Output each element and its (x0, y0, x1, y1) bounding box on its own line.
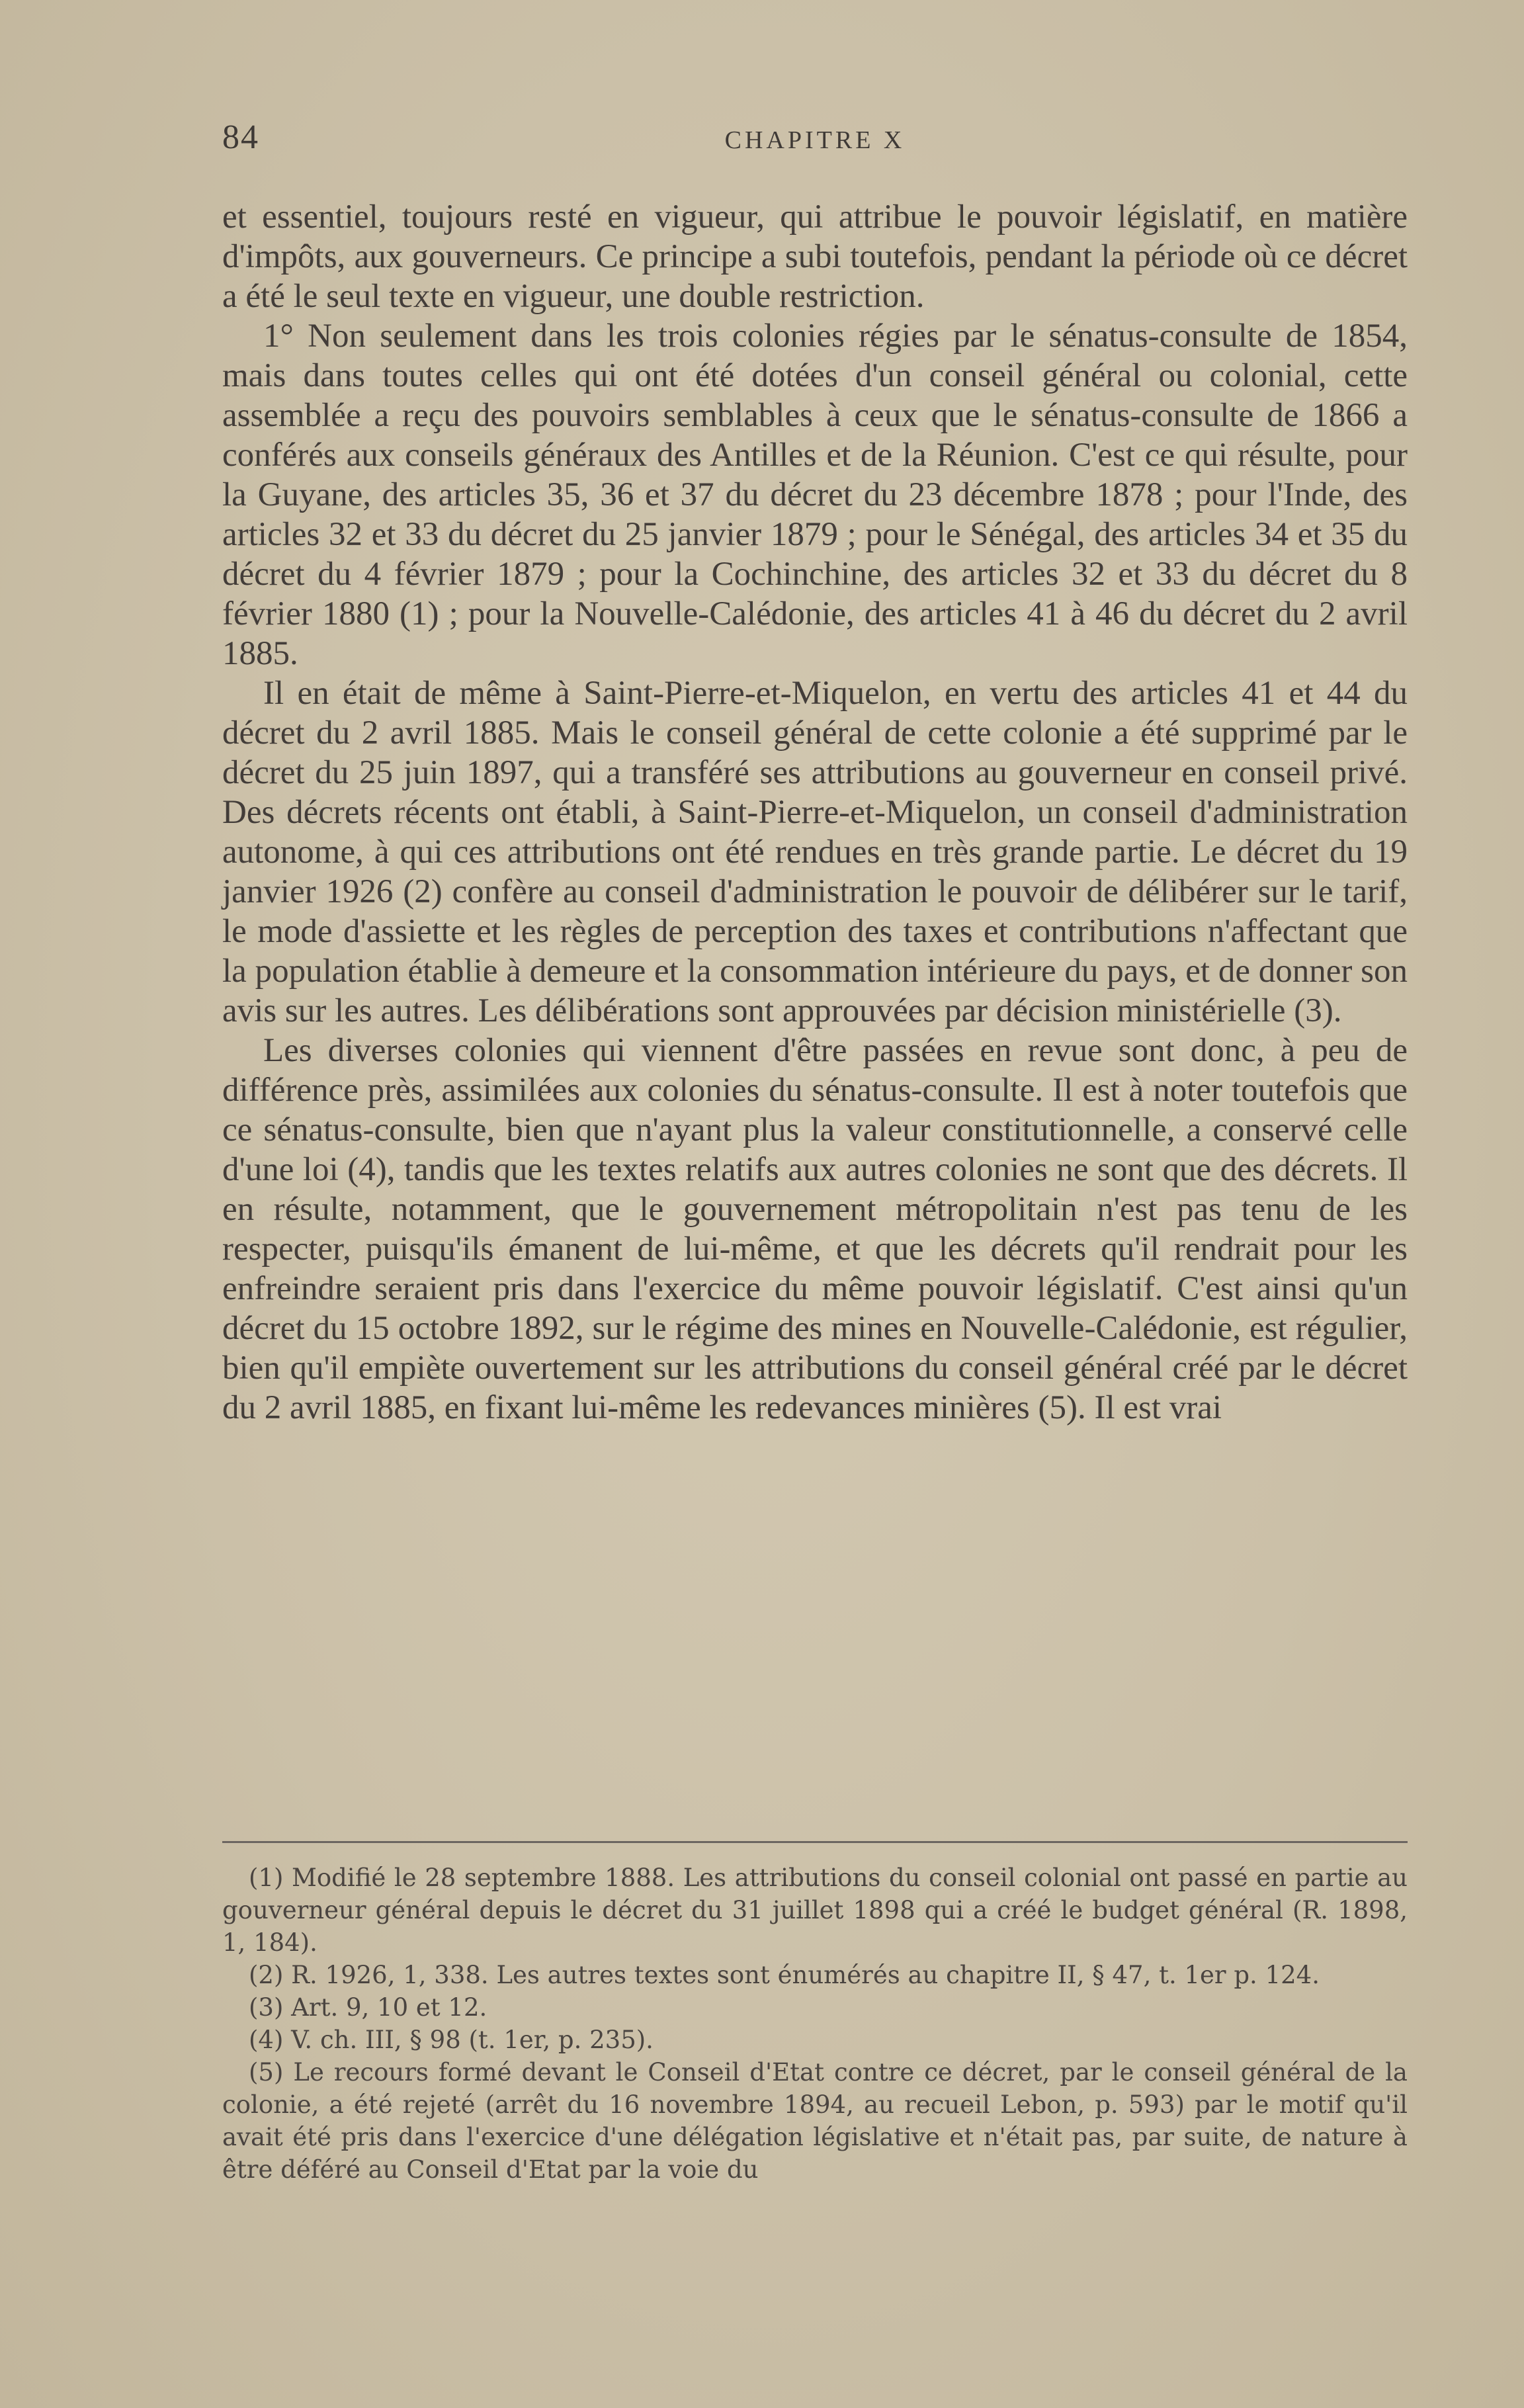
paragraph: 1° Non seulement dans les trois colonies régies par le sénatus-consulte de 1854, mais dans toutes celles qui ont été dotées d'un conseil général ou colonial, cette assemblée a reçu des pouvoirs semblables à ceux que le sénatus-consulte de 1866 a conférés aux conseils généraux des Antilles et de la Réunion. C'est ce qui résulte, pour la Guyane, des articles 35, 36 et 37 du décret du 23 décembre 1878 ; pour l'Inde, des articles 32 et 33 du décret du 25 janvier 1879 ; pour le Sénégal, des articles 34 et 35 du décret du 4 février 1879 ; pour la Cochinchine, des articles 32 et 33 du décret du 8 février 1880 (1) ; pour la Nouvelle-Calédonie, des articles 41 à 46 du décret du 2 avril 1885. (222, 318, 1408, 672)
footnote-separator (222, 1841, 1408, 1843)
page-number: 84 (222, 118, 259, 156)
footnote: (1) Modifié le 28 septembre 1888. Les attributions du conseil colonial ont passé en partie au gouverneur général depuis le décret du 31 juillet 1898 qui a créé le budget général (R. 1898, 1, 184). (222, 1864, 1408, 1957)
running-title: CHAPITRE X (724, 126, 906, 154)
page-header (222, 118, 1408, 164)
paragraph: Les diverses colonies qui viennent d'être passées en revue sont donc, à peu de différence près, assimilées aux colonies du sénatus-consulte. Il est à noter toutefois que ce sénatus-consulte, bien que n'ayant plus la valeur constitutionnelle, a conservé celle d'une loi (4), tandis que les textes relatifs aux autres colonies ne sont que des décrets. Il en résulte, notamment, que le gouvernement métropolitain n'est pas tenu de les respecter, puisqu'ils émanent de lui-même, et que les décrets qu'il rendrait pour les enfreindre seraient pris dans l'exercice du même pouvoir législatif. C'est ainsi qu'un décret du 15 octobre 1892, sur le régime des mines en Nouvelle-Calédonie, est régulier, bien qu'il empiète ouvertement sur les attributions du conseil général créé par le décret du 2 avril 1885, en fixant lui-même les redevances minières (5). Il est vrai (222, 1032, 1408, 1426)
footnote: (4) V. ch. III, § 98 (t. 1er, p. 235). (249, 2026, 654, 2054)
footnote: (3) Art. 9, 10 et 12. (249, 1993, 487, 2022)
paragraph: et essentiel, toujours resté en vigueur, qui attribue le pouvoir législatif, en matière d'impôts, aux gouverneurs. Ce principe a subi toutefois, pendant la période où ce décret a été le seul texte en vigueur, une double restriction. (222, 198, 1408, 315)
footnotes (222, 1862, 1408, 2186)
main-text (222, 197, 1408, 1428)
paragraph: Il en était de même à Saint-Pierre-et-Miquelon, en vertu des articles 41 et 44 du décret du 2 avril 1885. Mais le conseil général de cette colonie a été supprimé par le décret du 25 juin 1897, qui a transféré ses attributions au gouverneur en conseil privé. Des décrets récents ont établi, à Saint-Pierre-et-Miquelon, un conseil d'administration autonome, à qui ces attributions ont été rendues en très grande partie. Le décret du 19 janvier 1926 (2) confère au conseil d'administration le pouvoir de délibérer sur le tarif, le mode d'assiette et les règles de perception des taxes et contributions n'affectant que la population établie à demeure et la consommation intérieure du pays, et de donner son avis sur les autres. Les délibérations sont approuvées par décision ministérielle (3). (222, 675, 1408, 1029)
footnote: (5) Le recours formé devant le Conseil d'Etat contre ce décret, par le conseil général de la colonie, a été rejeté (arrêt du 16 novembre 1894, au recueil Lebon, p. 593) par le motif qu'il avait été pris dans l'exercice d'une délégation législative et n'était pas, par suite, de nature à être déféré au Conseil d'Etat par la voie du (222, 2058, 1408, 2184)
footnote: (2) R. 1926, 1, 338. Les autres textes sont énumérés au chapitre II, § 47, t. 1er p. 124. (249, 1961, 1320, 1989)
